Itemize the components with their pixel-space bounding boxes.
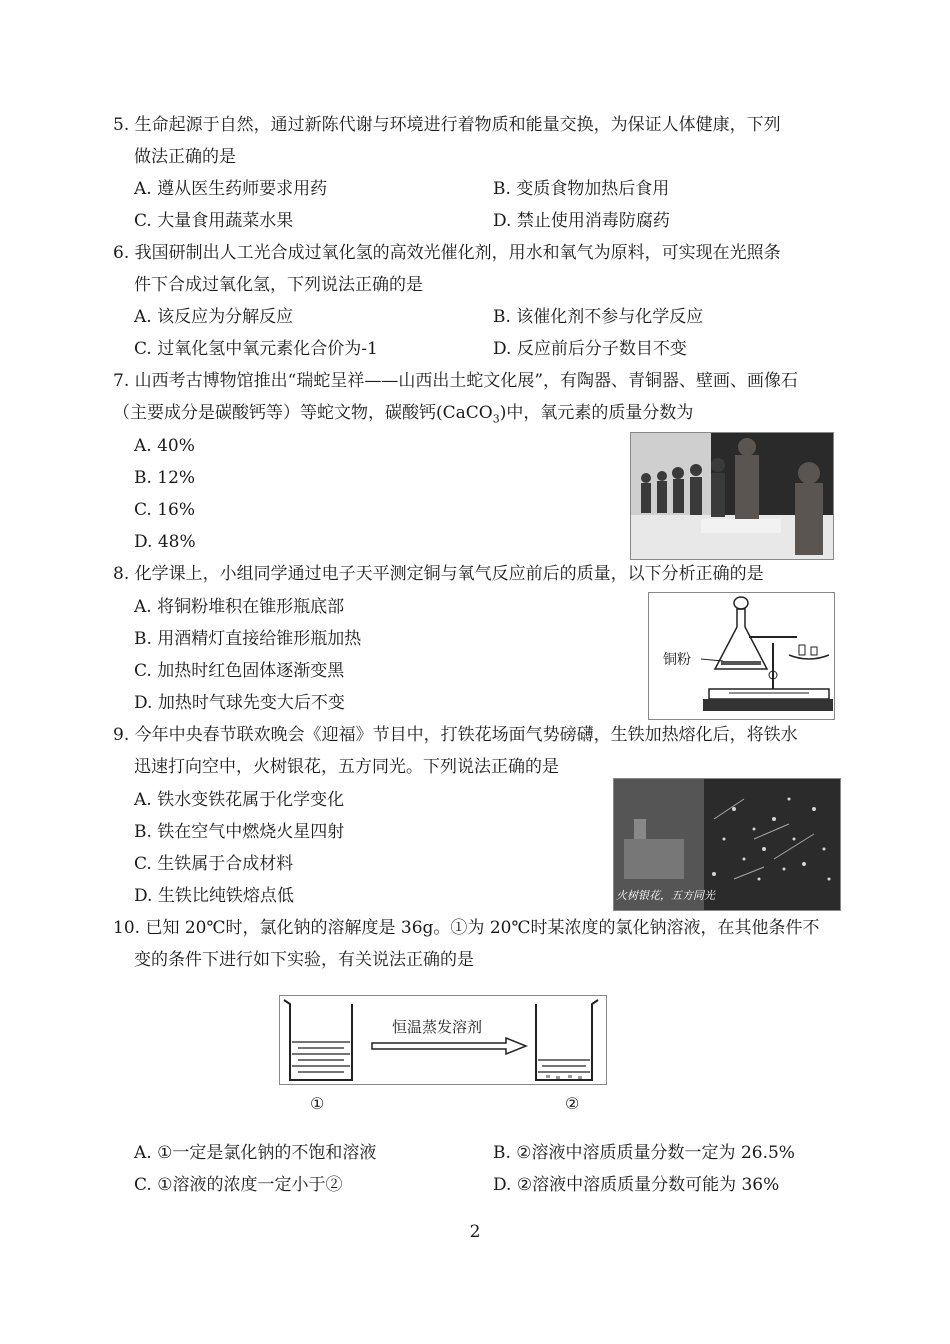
q8-option-b: B. 用酒精灯直接给锥形瓶加热 xyxy=(134,629,362,649)
q9-option-b: B. 铁在空气中燃烧火星四射 xyxy=(134,822,345,842)
q5-stem-line1: 5. 生命起源于自然，通过新陈代谢与环境进行着物质和能量交换，为保证人体健康，下列 xyxy=(113,115,781,135)
q5-stem-line2: 做法正确的是 xyxy=(134,147,236,167)
q5-option-d: D. 禁止使用消毒防腐药 xyxy=(493,211,670,231)
q9-iron-flower-photo xyxy=(613,778,841,911)
copper-powder-label: 铜粉 xyxy=(663,652,691,668)
arrow-label: 恒温蒸发溶剂 xyxy=(392,1018,483,1036)
q9-option-a: A. 铁水变铁花属于化学变化 xyxy=(134,790,345,810)
q7-option-a: A. 40% xyxy=(134,436,195,456)
q10-option-c: C. ①溶液的浓度一定小于② xyxy=(134,1175,343,1195)
q7-formula-subscript: 3 xyxy=(492,412,500,426)
q6-option-c: C. 过氧化氢中氧元素化合价为-1 xyxy=(134,339,378,359)
q10-evaporation-diagram xyxy=(279,995,607,1085)
q10-option-a: A. ①一定是氯化钠的不饱和溶液 xyxy=(134,1143,377,1163)
q6-stem-line2: 件下合成过氧化氢，下列说法正确的是 xyxy=(134,275,423,295)
beaker-label-1: ① xyxy=(310,1094,325,1113)
beaker-label-2: ② xyxy=(565,1094,580,1113)
q10-stem-line1: 10. 已知 20℃时，氯化钠的溶解度是 36g。①为 20℃时某浓度的氯化钠溶液，在其他条件不 xyxy=(113,918,820,938)
q7-stem-part1: （主要成分是碳酸钙等）等蛇文物，碳酸钙(CaCO xyxy=(113,403,493,423)
q9-stem-line1: 9. 今年中央春节联欢晚会《迎福》节目中，打铁花场面气势磅礴，生铁加热熔化后，将铁水 xyxy=(113,725,798,745)
q9-stem-line2: 迅速打向空中，火树银花，五方同光。下列说法正确的是 xyxy=(134,757,559,777)
q8-option-d: D. 加热时气球先变大后不变 xyxy=(134,693,345,713)
beaker-2 xyxy=(536,1000,598,1080)
page-number: 2 xyxy=(469,1222,481,1242)
q6-option-a: A. 该反应为分解反应 xyxy=(134,307,294,327)
beakers-image xyxy=(280,996,606,1084)
q7-stem-line2 xyxy=(113,402,693,430)
q6-option-b: B. 该催化剂不参与化学反应 xyxy=(493,307,704,327)
q8-stem-line1: 8. 化学课上，小组同学通过电子天平测定铜与氧气反应前后的质量，以下分析正确的是 xyxy=(113,564,764,584)
q8-option-c: C. 加热时红色固体逐渐变黑 xyxy=(134,661,345,681)
q7-stem-line1: 7. 山西考古博物馆推出“瑞蛇呈祥——山西出土蛇文化展”，有陶器、青铜器、壁画、画像石 xyxy=(113,371,799,391)
q7-stem-part2: )中，氧元素的质量分数为 xyxy=(499,403,694,423)
snake-artifacts-image xyxy=(631,433,833,559)
q6-stem-line1: 6. 我国研制出人工光合成过氧化氢的高效光催化剂，用水和氧气为原料，可实现在光照条 xyxy=(113,243,781,263)
q8-option-a: A. 将铜粉堆积在锥形瓶底部 xyxy=(134,597,345,617)
q7-option-d: D. 48% xyxy=(134,532,196,552)
q5-option-a: A. 遵从医生药师要求用药 xyxy=(134,179,328,199)
q7-option-c: C. 16% xyxy=(134,500,195,520)
q9-option-d: D. 生铁比纯铁熔点低 xyxy=(134,886,294,906)
q10-option-b: B. ②溶液中溶质质量分数一定为 26.5% xyxy=(493,1143,795,1163)
process-arrow xyxy=(372,1038,526,1054)
q5-option-b: B. 变质食物加热后食用 xyxy=(493,179,670,199)
q10-stem-line2: 变的条件下进行如下实验，有关说法正确的是 xyxy=(134,950,474,970)
q7-museum-photo xyxy=(630,432,834,560)
q7-option-b: B. 12% xyxy=(134,468,196,488)
q6-option-d: D. 反应前后分子数目不变 xyxy=(493,339,687,359)
iron-flower-caption: 火树银花，五方同光 xyxy=(616,889,715,902)
q9-option-c: C. 生铁属于合成材料 xyxy=(134,854,294,874)
q10-option-d: D. ②溶液中溶质质量分数可能为 36% xyxy=(493,1175,780,1195)
beaker-1 xyxy=(284,1000,352,1080)
q8-balance-diagram xyxy=(648,592,835,720)
q5-option-c: C. 大量食用蔬菜水果 xyxy=(134,211,294,231)
